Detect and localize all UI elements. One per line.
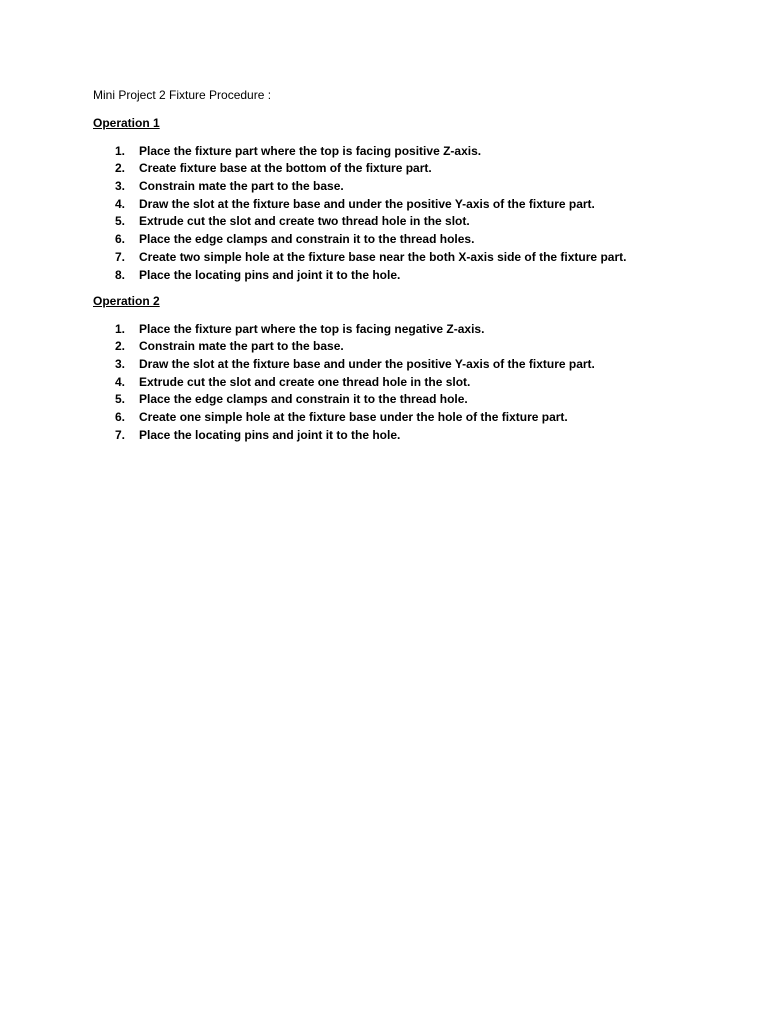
step-text: Place the fixture part where the top is facing negative Z-axis.: [139, 321, 485, 336]
list-item: [93, 143, 626, 161]
step-number: 8.: [115, 267, 126, 282]
step-text: Create one simple hole at the fixture base under the hole of the fixture part.: [139, 410, 568, 425]
step-number: 4.: [115, 196, 126, 211]
list-item: [93, 338, 595, 356]
list-item: [93, 249, 626, 267]
step-text: Draw the slot at the fixture base and under the positive Y-axis of the fixture part.: [139, 357, 595, 372]
list-item: [93, 231, 626, 249]
step-text: Constrain mate the part to the base.: [139, 339, 344, 354]
step-number: 1.: [115, 321, 126, 336]
step-text: Draw the slot at the fixture base and under the positive Y-axis of the fixture part.: [139, 196, 595, 211]
step-number: 7.: [115, 427, 126, 442]
list-item: [93, 427, 595, 445]
step-number: 3.: [115, 357, 126, 372]
list-item: [93, 391, 595, 409]
step-text: Place the fixture part where the top is facing positive Z-axis.: [139, 143, 482, 158]
steps-list: [93, 321, 595, 445]
step-number: 6.: [115, 232, 126, 247]
step-number: 5.: [115, 392, 126, 407]
step-text: Constrain mate the part to the base.: [139, 179, 344, 194]
list-item: [93, 178, 626, 196]
page-title: Mini Project 2 Fixture Procedure :: [93, 88, 272, 102]
step-number: 6.: [115, 410, 126, 425]
step-number: 2.: [115, 339, 126, 354]
step-text: Place the edge clamps and constrain it to the thread hole.: [139, 392, 468, 407]
list-item: [93, 267, 626, 285]
step-text: Place the locating pins and joint it to the hole.: [139, 427, 401, 442]
list-item: [93, 409, 595, 427]
list-item: [93, 321, 595, 339]
section-heading: Operation 2: [93, 294, 160, 308]
step-text: Place the locating pins and joint it to the hole.: [139, 267, 401, 282]
list-item: [93, 196, 626, 214]
step-text: Extrude cut the slot and create one thread hole in the slot.: [139, 374, 471, 389]
step-text: Create two simple hole at the fixture base near the both X-axis side of the fixture part.: [139, 249, 627, 264]
list-item: [93, 160, 626, 178]
section-operation-1: [93, 115, 626, 284]
step-number: 4.: [115, 374, 126, 389]
list-item: [93, 374, 595, 392]
step-number: 5.: [115, 214, 126, 229]
list-item: [93, 213, 626, 231]
steps-list: [93, 143, 626, 285]
step-text: Place the edge clamps and constrain it to the thread holes.: [139, 232, 475, 247]
list-item: [93, 356, 595, 374]
step-number: 2.: [115, 161, 126, 176]
step-number: 7.: [115, 249, 126, 264]
step-text: Create fixture base at the bottom of the fixture part.: [139, 161, 432, 176]
step-text: Extrude cut the slot and create two thread hole in the slot.: [139, 214, 470, 229]
section-operation-2: [93, 293, 595, 445]
step-number: 1.: [115, 143, 126, 158]
step-number: 3.: [115, 179, 126, 194]
section-heading: Operation 1: [93, 116, 160, 130]
